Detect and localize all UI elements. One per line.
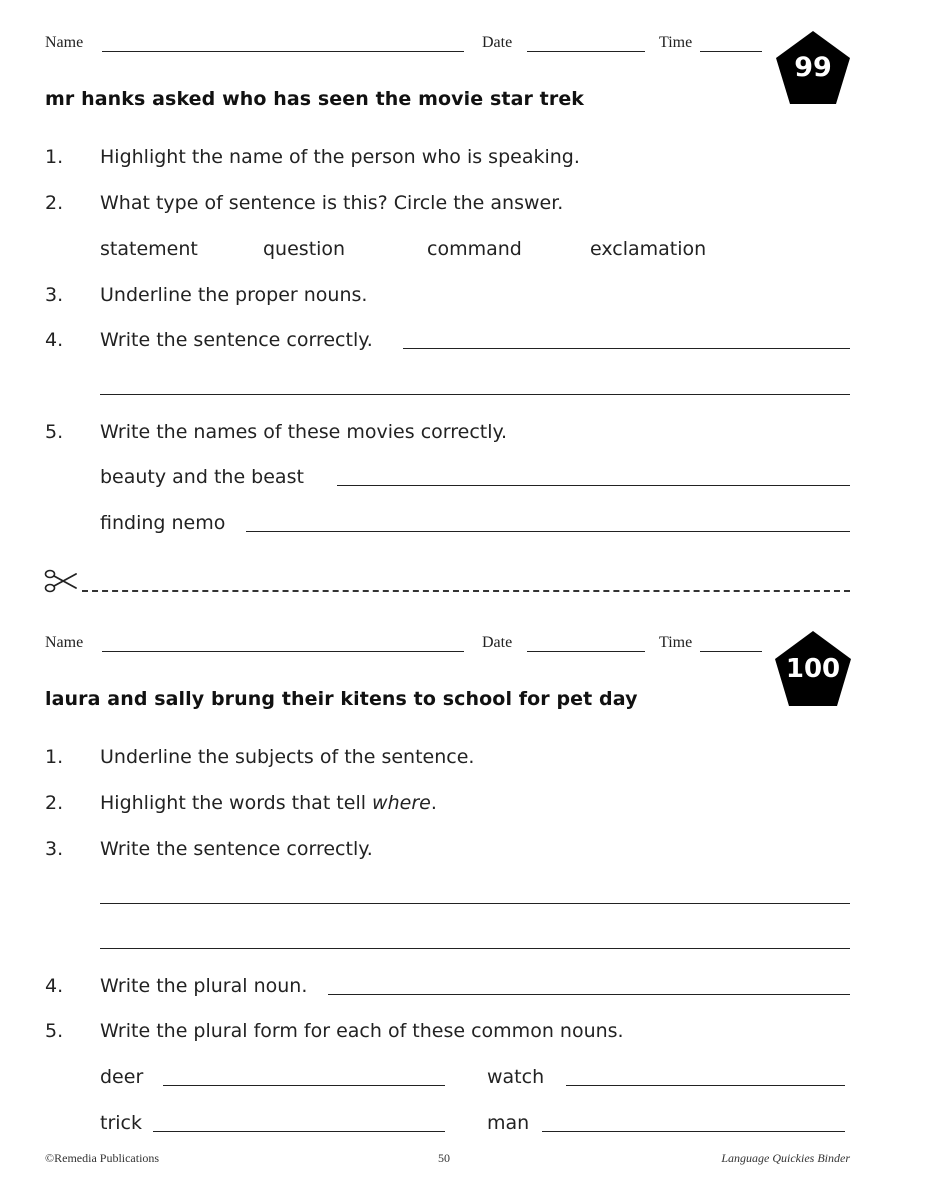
item-text-after: . (430, 792, 437, 814)
sentence-prompt: mr hanks asked who has seen the movie star trek (45, 88, 585, 110)
answer-line[interactable] (100, 903, 850, 904)
name-label: Name (45, 34, 84, 51)
answer-line[interactable] (566, 1085, 845, 1086)
choice-command[interactable]: command (427, 238, 522, 260)
answer-line[interactable] (100, 948, 850, 949)
noun-label: watch (487, 1066, 545, 1088)
noun-label: deer (100, 1066, 144, 1088)
badge-number: 99 (794, 52, 832, 83)
item-text: Write the sentence correctly. (100, 329, 373, 351)
pentagon-badge (775, 30, 851, 106)
choice-statement[interactable]: statement (100, 238, 198, 260)
item-number: 4. (45, 329, 64, 351)
item-text: Highlight the name of the person who is speaking. (100, 146, 580, 168)
item-text: Write the plural noun. (100, 975, 308, 997)
cut-line (82, 590, 850, 592)
date-label: Date (482, 34, 513, 51)
item-number: 3. (45, 838, 64, 860)
time-line[interactable] (700, 51, 762, 52)
item-text (100, 792, 437, 814)
answer-line[interactable] (100, 394, 850, 395)
date-label: Date (482, 634, 513, 651)
item-text: Write the sentence correctly. (100, 838, 373, 860)
movie-label: beauty and the beast (100, 466, 304, 488)
footer-page-number: 50 (438, 1151, 450, 1165)
item-number: 4. (45, 975, 64, 997)
noun-label: trick (100, 1112, 142, 1134)
movie-label: finding nemo (100, 512, 226, 534)
item-text-italic: where (372, 792, 431, 814)
time-label: Time (659, 634, 693, 651)
date-line[interactable] (527, 651, 645, 652)
answer-line[interactable] (403, 348, 850, 349)
name-label: Name (45, 634, 84, 651)
item-number: 2. (45, 792, 64, 814)
item-text: Write the names of these movies correctly. (100, 421, 508, 443)
footer-book-title: Language Quickies Binder (721, 1151, 850, 1165)
answer-line[interactable] (246, 531, 850, 532)
scissors-icon (44, 566, 80, 596)
item-text: Underline the proper nouns. (100, 284, 368, 306)
time-line[interactable] (700, 651, 762, 652)
item-text: Underline the subjects of the sentence. (100, 746, 475, 768)
item-number: 5. (45, 1020, 64, 1042)
noun-label: man (487, 1112, 530, 1134)
item-number: 2. (45, 192, 64, 214)
footer-publisher: ©Remedia Publications (45, 1151, 160, 1165)
item-text-before: Highlight the words that tell (100, 792, 373, 814)
name-line[interactable] (102, 651, 464, 652)
time-label: Time (659, 34, 693, 51)
sentence-prompt: laura and sally brung their kitens to school for pet day (45, 688, 638, 710)
answer-line[interactable] (163, 1085, 445, 1086)
item-number: 1. (45, 746, 64, 768)
name-line[interactable] (102, 51, 464, 52)
item-text: Write the plural form for each of these common nouns. (100, 1020, 624, 1042)
item-number: 1. (45, 146, 64, 168)
date-line[interactable] (527, 51, 645, 52)
pentagon-badge (774, 630, 852, 708)
choice-question[interactable]: question (263, 238, 346, 260)
choice-exclamation[interactable]: exclamation (590, 238, 707, 260)
item-text: What type of sentence is this? Circle the answer. (100, 192, 564, 214)
answer-line[interactable] (328, 994, 850, 995)
answer-line[interactable] (153, 1131, 445, 1132)
answer-line[interactable] (337, 485, 850, 486)
answer-line[interactable] (542, 1131, 845, 1132)
item-number: 3. (45, 284, 64, 306)
badge-number: 100 (785, 654, 841, 684)
item-number: 5. (45, 421, 64, 443)
